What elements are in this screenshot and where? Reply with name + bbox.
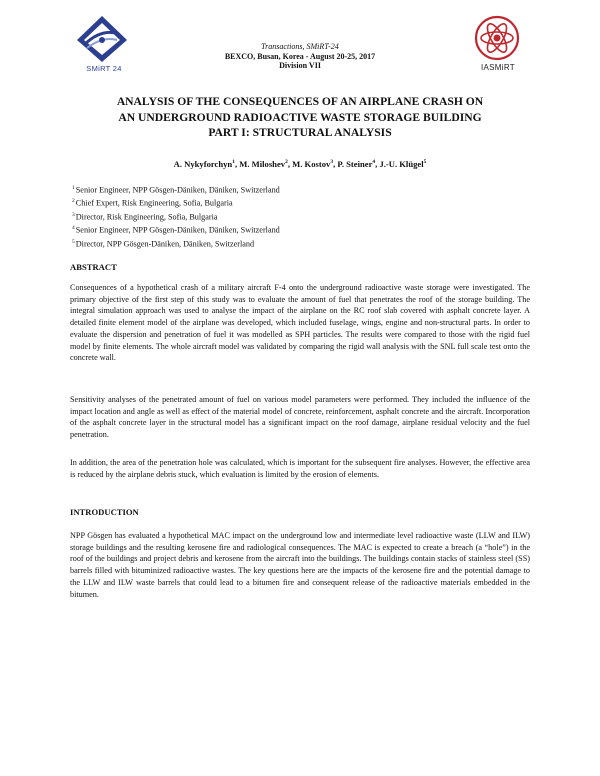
affiliation: $^3$Director, Risk Engineering, Sofia, Bulgaria bbox=[72, 211, 218, 222]
author: M. Miloshev$^2$ bbox=[239, 159, 288, 169]
introduction-heading: INTRODUCTION bbox=[70, 507, 139, 517]
author: A. Nykyforchyn$^1$ bbox=[173, 159, 235, 169]
introduction-paragraph-1: NPP Gösgen has evaluated a hypothetical MAC impact on the underground low and intermediate level radioactive waste (LLW and ILW) storage buildings and the resulting kerosene fire and radiological consequences. The MAC is expected to create a breach (a “hole”) in the roof of the buildings and project debris and kerosene from the aircraft into the buildings. The buildings contain stacks of stainless steel (SS) barrels filled with bituminized radioactive wastes. The key questions here are the impacts of the kerosene fire and the potential damage to the LLW and ILW waste barrels that could lead to a bitumen fire and consequent release of the radioactive materials embedded in the bitumen. bbox=[70, 531, 530, 599]
paper-title bbox=[60, 94, 540, 141]
author: M. Kostov$^3$ bbox=[292, 159, 334, 169]
atom-emblem-icon bbox=[468, 14, 526, 64]
author-list: A. Nykyforchyn$^1$, M. Miloshev$^2$, M. Kostov$^3$, P. Steiner$^4$, J.-U. Klügel$^5$ bbox=[173, 159, 427, 169]
abstract-paragraph-2: Sensitivity analyses of the penetrated amount of fuel on various model parameters were performed. They included the influence of the impact location and angle as well as effect of the material model of concrete, reinforcement, asphalt concrete and the aircraft. Incorporation of the asphalt concrete layer in the structural model has a significant impact on the roof damage, airplane residual velocity and the fuel penetration. bbox=[70, 395, 530, 440]
affiliation: $^1$Senior Engineer, NPP Gösgen-Däniken, Däniken, Switzerland bbox=[72, 185, 280, 195]
title-line-3: PART I: STRUCTURAL ANALYSIS bbox=[208, 126, 392, 140]
abstract-paragraph-1: Consequences of a hypothetical crash of a military aircraft F-4 onto the underground radioactive waste storage were investigated. The primary objective of the first step of this study was to evaluate the amount of fuel that penetrates the roof of the storage building. The integral simulation approach was used to analyse the impact of the airplane on the RC roof slab covered with asphalt concrete layer. A detailed finite element model of the airplane was developed, which included fuselage, wings, engine and non-structural parts. In order to evaluate the dispersion and penetration of fuel it was modelled as SPH particles. The results were compared to those with the rigid fuel model by finite elements. The whole aircraft model was validated by comparing the rigid wall analysis with the SNL full scale test onto the concrete wall. bbox=[70, 283, 530, 363]
affiliation: $^4$Senior Engineer, NPP Gösgen-Däniken, Däniken, Switzerland bbox=[72, 225, 280, 236]
smirt-logo-caption: SMiRT 24 bbox=[86, 64, 122, 73]
author: J.-U. Klügel$^5$ bbox=[379, 159, 427, 169]
division-line: Division VII bbox=[279, 61, 321, 70]
iasmirt-logo-caption: IASMiRT bbox=[481, 63, 515, 72]
abstract-heading: ABSTRACT bbox=[70, 262, 117, 272]
affiliation: $^2$Chief Expert, Risk Engineering, Sofia, Bulgaria bbox=[72, 198, 233, 209]
venue-line: BEXCO, Busan, Korea - August 20-25, 2017 bbox=[224, 51, 376, 61]
transactions-line: Transactions, SMiRT-24 bbox=[261, 42, 339, 51]
title-line-2: AN UNDERGROUND RADIOACTIVE WASTE STORAGE BUILDING bbox=[118, 110, 482, 124]
abstract-paragraph-3: In addition, the area of the penetration hole was calculated, which is important for the subsequent fire analyses. However, the effective area is reduced by the airplane debris stuck, which evaluation is limited by the erosion of elements. bbox=[70, 458, 530, 479]
author: P. Steiner$^4$ bbox=[337, 159, 376, 169]
affiliation: $^5$Director, NPP Gösgen-Däniken, Däniken, Switzerland bbox=[72, 238, 255, 249]
title-line-1: ANALYSIS OF THE CONSEQUENCES OF AN AIRPLANE CRASH ON bbox=[116, 95, 484, 108]
affiliation-list bbox=[72, 183, 472, 250]
smirt-emblem-icon bbox=[73, 14, 131, 64]
conference-header bbox=[150, 42, 450, 71]
